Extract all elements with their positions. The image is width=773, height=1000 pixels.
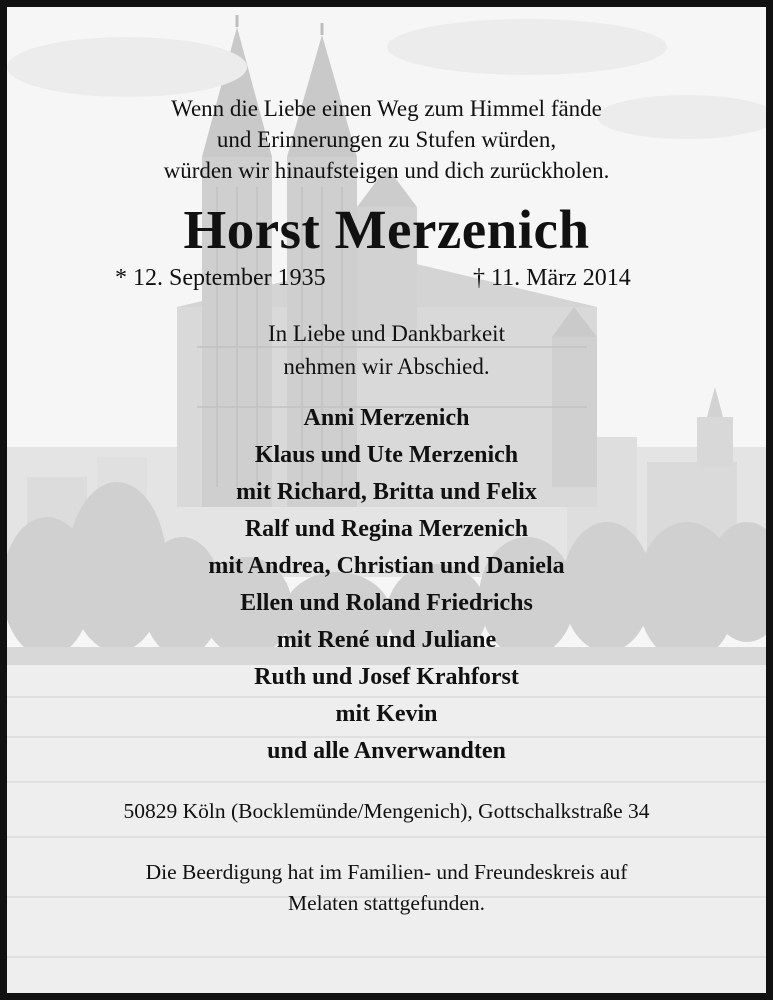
mourner-line: mit Kevin: [335, 701, 438, 727]
burial-notice-line: Die Beerdigung hat im Familien- und Freundeskreis auf: [145, 860, 628, 884]
address: 50829 Köln (Bocklemünde/Mengenich), Gottschalkstraße 34: [123, 799, 650, 823]
mourner-line: mit René und Juliane: [276, 627, 497, 653]
mourner-line: Anni Merzenich: [303, 405, 470, 431]
notice-content: [7, 7, 766, 993]
mourner-line: Ellen und Roland Friedrichs: [240, 590, 533, 616]
mourner-line: und alle Anverwandten: [267, 738, 506, 764]
mourner-line: Klaus und Ute Merzenich: [254, 442, 519, 468]
mourner-line: Ruth und Josef Krahforst: [254, 664, 519, 690]
death-date: † 11. März 2014: [473, 265, 631, 291]
burial-notice-line: Melaten stattgefunden.: [287, 891, 486, 915]
farewell-line: nehmen wir Abschied.: [283, 354, 490, 379]
deceased-name: Horst Merzenich: [183, 199, 590, 260]
poem-line: und Erinnerungen zu Stufen würden,: [216, 127, 557, 152]
mourner-line: Ralf und Regina Merzenich: [244, 516, 529, 542]
birth-date: * 12. September 1935: [115, 265, 326, 291]
poem-line: Wenn die Liebe einen Weg zum Himmel fände: [171, 96, 602, 121]
farewell-line: In Liebe und Dankbarkeit: [268, 321, 505, 346]
mourner-line: mit Andrea, Christian und Daniela: [208, 553, 565, 579]
poem-line: würden wir hinaufsteigen und dich zurückholen.: [163, 158, 610, 183]
mourner-line: mit Richard, Britta und Felix: [236, 479, 537, 505]
